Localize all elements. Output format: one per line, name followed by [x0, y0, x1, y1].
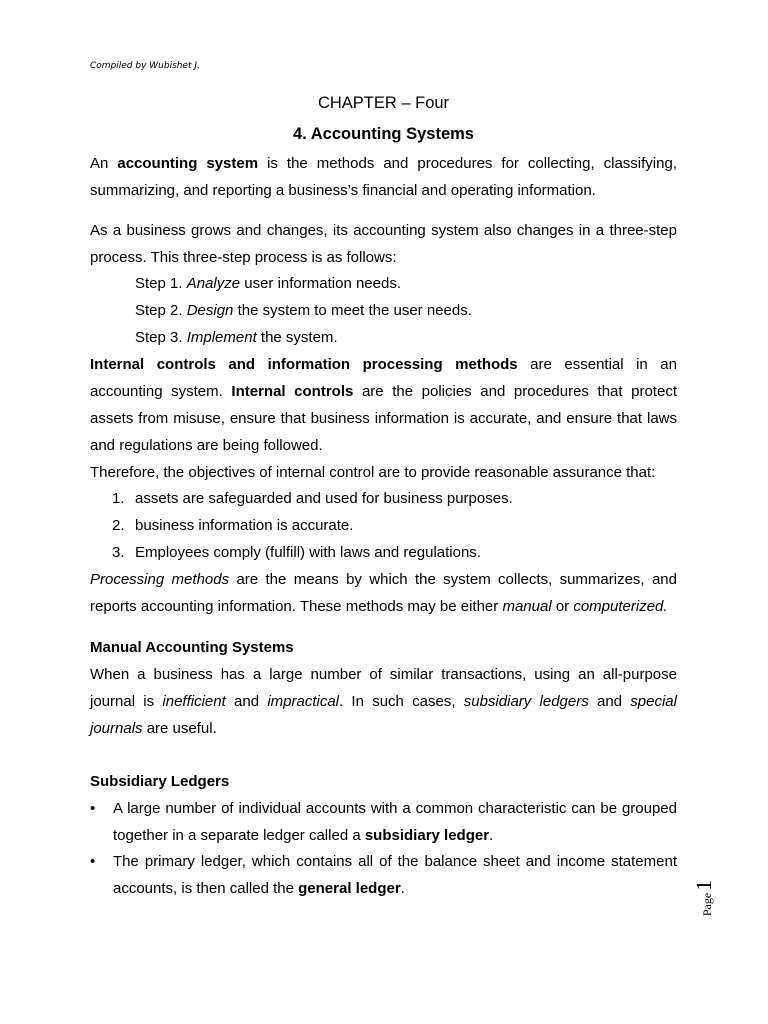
bullet-icon: • [90, 853, 96, 870]
manual-line-1: When a business has a large number of similar transactions, using an all-purpose [90, 666, 677, 683]
internal-line-3: assets from misuse, ensure that business information is accurate, and ensure that laws [90, 410, 677, 427]
bullet-2-line-2: accounts, is then called the general ledger. [113, 880, 405, 897]
growth-line-1: As a business grows and changes, its accounting system also changes in a three-step [90, 222, 677, 239]
growth-line-2: process. This three-step process is as follows: [90, 249, 397, 266]
processing-line-2: reports accounting information. These methods may be either manual or computerized. [90, 598, 668, 615]
chapter-label: CHAPTER – Four [317, 94, 450, 112]
step-item: Step 1. Analyze user information needs. [135, 275, 401, 292]
step-item: Step 3. Implement the system. [135, 329, 338, 346]
internal-controls-paragraph [90, 351, 677, 486]
manual-paragraph [90, 661, 677, 742]
manual-line-2: journal is inefficient and impractical. In such cases, subsidiary ledgers and special [90, 693, 677, 710]
bullet-icon: • [90, 800, 96, 817]
objective-item: 1. assets are safeguarded and used for business purposes. [112, 490, 513, 507]
section-heading-manual: Manual Accounting Systems [90, 639, 294, 656]
page-label: Page [700, 892, 714, 917]
internal-line-1: Internal controls and information processing methods are essential in an [90, 356, 677, 373]
internal-line-5: Therefore, the objectives of internal control are to provide reasonable assurance that: [90, 464, 656, 481]
bullet-item [90, 795, 677, 849]
internal-line-4: and regulations are being followed. [90, 437, 323, 454]
intro-line-2: summarizing, and reporting a business’s financial and operating information. [90, 182, 596, 199]
intro-paragraph [90, 150, 677, 204]
bullet-2-line-1: The primary ledger, which contains all of the balance sheet and income statement [113, 853, 677, 870]
bullet-item [90, 848, 677, 902]
page-number-value: 1 [691, 879, 716, 891]
processing-paragraph [90, 566, 677, 620]
page-header: Compiled by Wubishet J. [90, 61, 200, 71]
growth-paragraph [90, 217, 677, 271]
chapter-title: 4. Accounting Systems [293, 125, 474, 143]
bullet-1-line-2: together in a separate ledger called a subsidiary ledger. [113, 827, 494, 844]
page-number [691, 881, 743, 915]
manual-line-3: journals are useful. [90, 720, 217, 737]
processing-line-1: Processing methods are the means by which the system collects, summarizes, and [90, 571, 677, 588]
bullet-1-line-1: A large number of individual accounts with a common characteristic can be grouped [113, 800, 677, 817]
term-accounting-system: accounting system [117, 155, 259, 172]
step-item: Step 2. Design the system to meet the user needs. [135, 302, 472, 319]
objective-item: 3. Employees comply (fulfill) with laws and regulations. [112, 544, 481, 561]
internal-line-2: accounting system. Internal controls are the policies and procedures that protect [90, 383, 677, 400]
intro-line-1: An accounting system is the methods and procedures for collecting, classifying, [90, 155, 677, 172]
objective-item: 2. business information is accurate. [112, 517, 354, 534]
section-heading-subsidiary: Subsidiary Ledgers [90, 773, 230, 790]
